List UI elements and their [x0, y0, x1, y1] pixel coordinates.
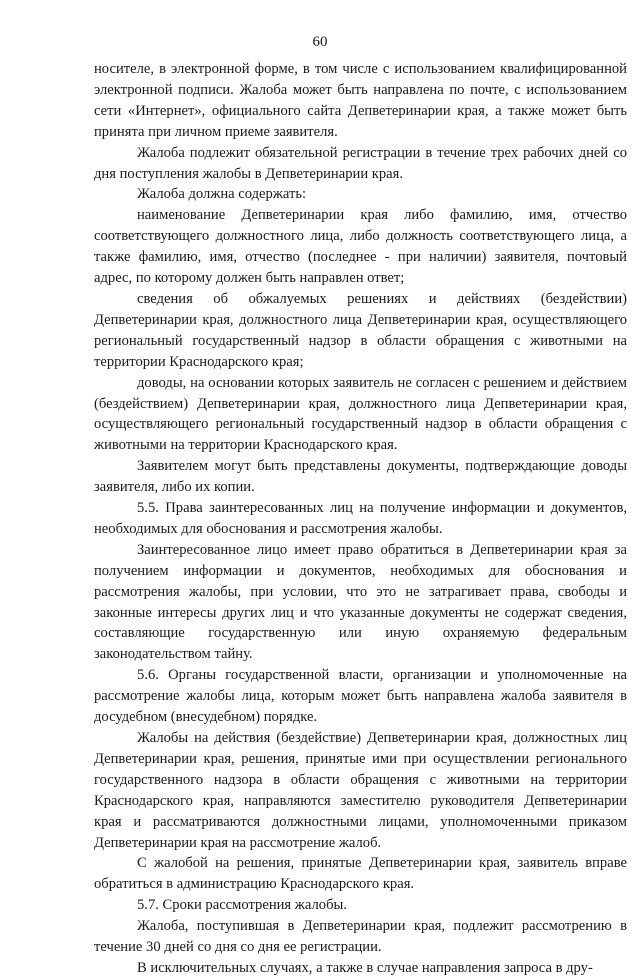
- paragraph: доводы, на основании которых заявитель не согласен с решением и действием (бездействием) Депветеринарии края, должностного лица Депветеринарии края, осуществляющего региональный государственный надзор в области обращения с животными на территории Краснодарского края.: [94, 374, 627, 454]
- paragraph: С жалобой на решения, принятые Депветеринарии края, заявитель вправе обратиться в администрацию Краснодарского края.: [94, 855, 627, 893]
- paragraph: 5.6. Органы государственной власти, организации и уполномоченные на рассмотрение жалобы лица, которым может быть направлена жалоба заявителя в досудебном (внесудебном) порядке.: [94, 667, 627, 726]
- paragraph: Жалоба должна содержать:: [137, 186, 307, 203]
- paragraph: В исключительных случаях, а также в случае направления запроса в дру-: [137, 959, 593, 976]
- paragraph: сведения об обжалуемых решениях и действиях (бездействии) Депветеринарии края, должностного лица Депветеринарии края, осуществляющего региональный государственный надзор в области обращения с животными на территории Краснодарского края;: [94, 290, 627, 370]
- paragraph: Жалобы на действия (бездействие) Депветеринарии края, должностных лиц Депветеринарии края, решения, принятые ими при осуществлении регионального государственного надзора в области обращения с животными на территории Краснодарского края, направляются заместителю руководителя Депветеринарии края и рассматриваются должностными лицами, уполномоченными приказом Депветеринарии края на рассмотрение жалоб.: [94, 730, 627, 851]
- page-number: 60: [312, 34, 328, 50]
- paragraph: Жалоба, поступившая в Депветеринарии края, подлежит рассмотрению в течение 30 дней со дня со дня ее регистрации.: [94, 918, 627, 956]
- paragraph: Жалоба подлежит обязательной регистрации в течение трех рабочих дней со дня поступления жалобы в Депветеринарии края.: [94, 144, 627, 182]
- paragraph: 5.7. Сроки рассмотрения жалобы.: [137, 897, 347, 914]
- paragraph: Заинтересованное лицо имеет право обратиться в Депветеринарии края за получением информации и документов, необходимых для обоснования и рассмотрения жалобы, при условии, что это не затрагивает права, свободы и законные интересы других лиц и что указанные документы не содержат сведения, составляющие государственную или иную охраняемую федеральным законодательством тайну.: [94, 541, 627, 663]
- document-body: [94, 59, 627, 979]
- paragraph: 5.5. Права заинтересованных лиц на получение информации и документов, необходимых для обоснования и рассмотрения жалобы.: [94, 500, 627, 537]
- paragraph: Заявителем могут быть представлены документы, подтверждающие доводы заявителя, либо их копии.: [94, 458, 627, 496]
- paragraph: носителе, в электронной форме, в том числе с использованием квалифицированной электронной подписи. Жалоба может быть направлена по почте, с использованием сети «Интернет», официального сайта Депветеринарии края, а также может быть принята при личном приеме заявителя.: [94, 61, 627, 140]
- paragraph: наименование Депветеринарии края либо фамилию, имя, отчество соответствующего должностного лица, либо должность соответствующего лица, а также фамилию, имя, отчество (последнее - при наличии) заявителя, почтовый адрес, по которому должен быть направлен ответ;: [94, 207, 627, 287]
